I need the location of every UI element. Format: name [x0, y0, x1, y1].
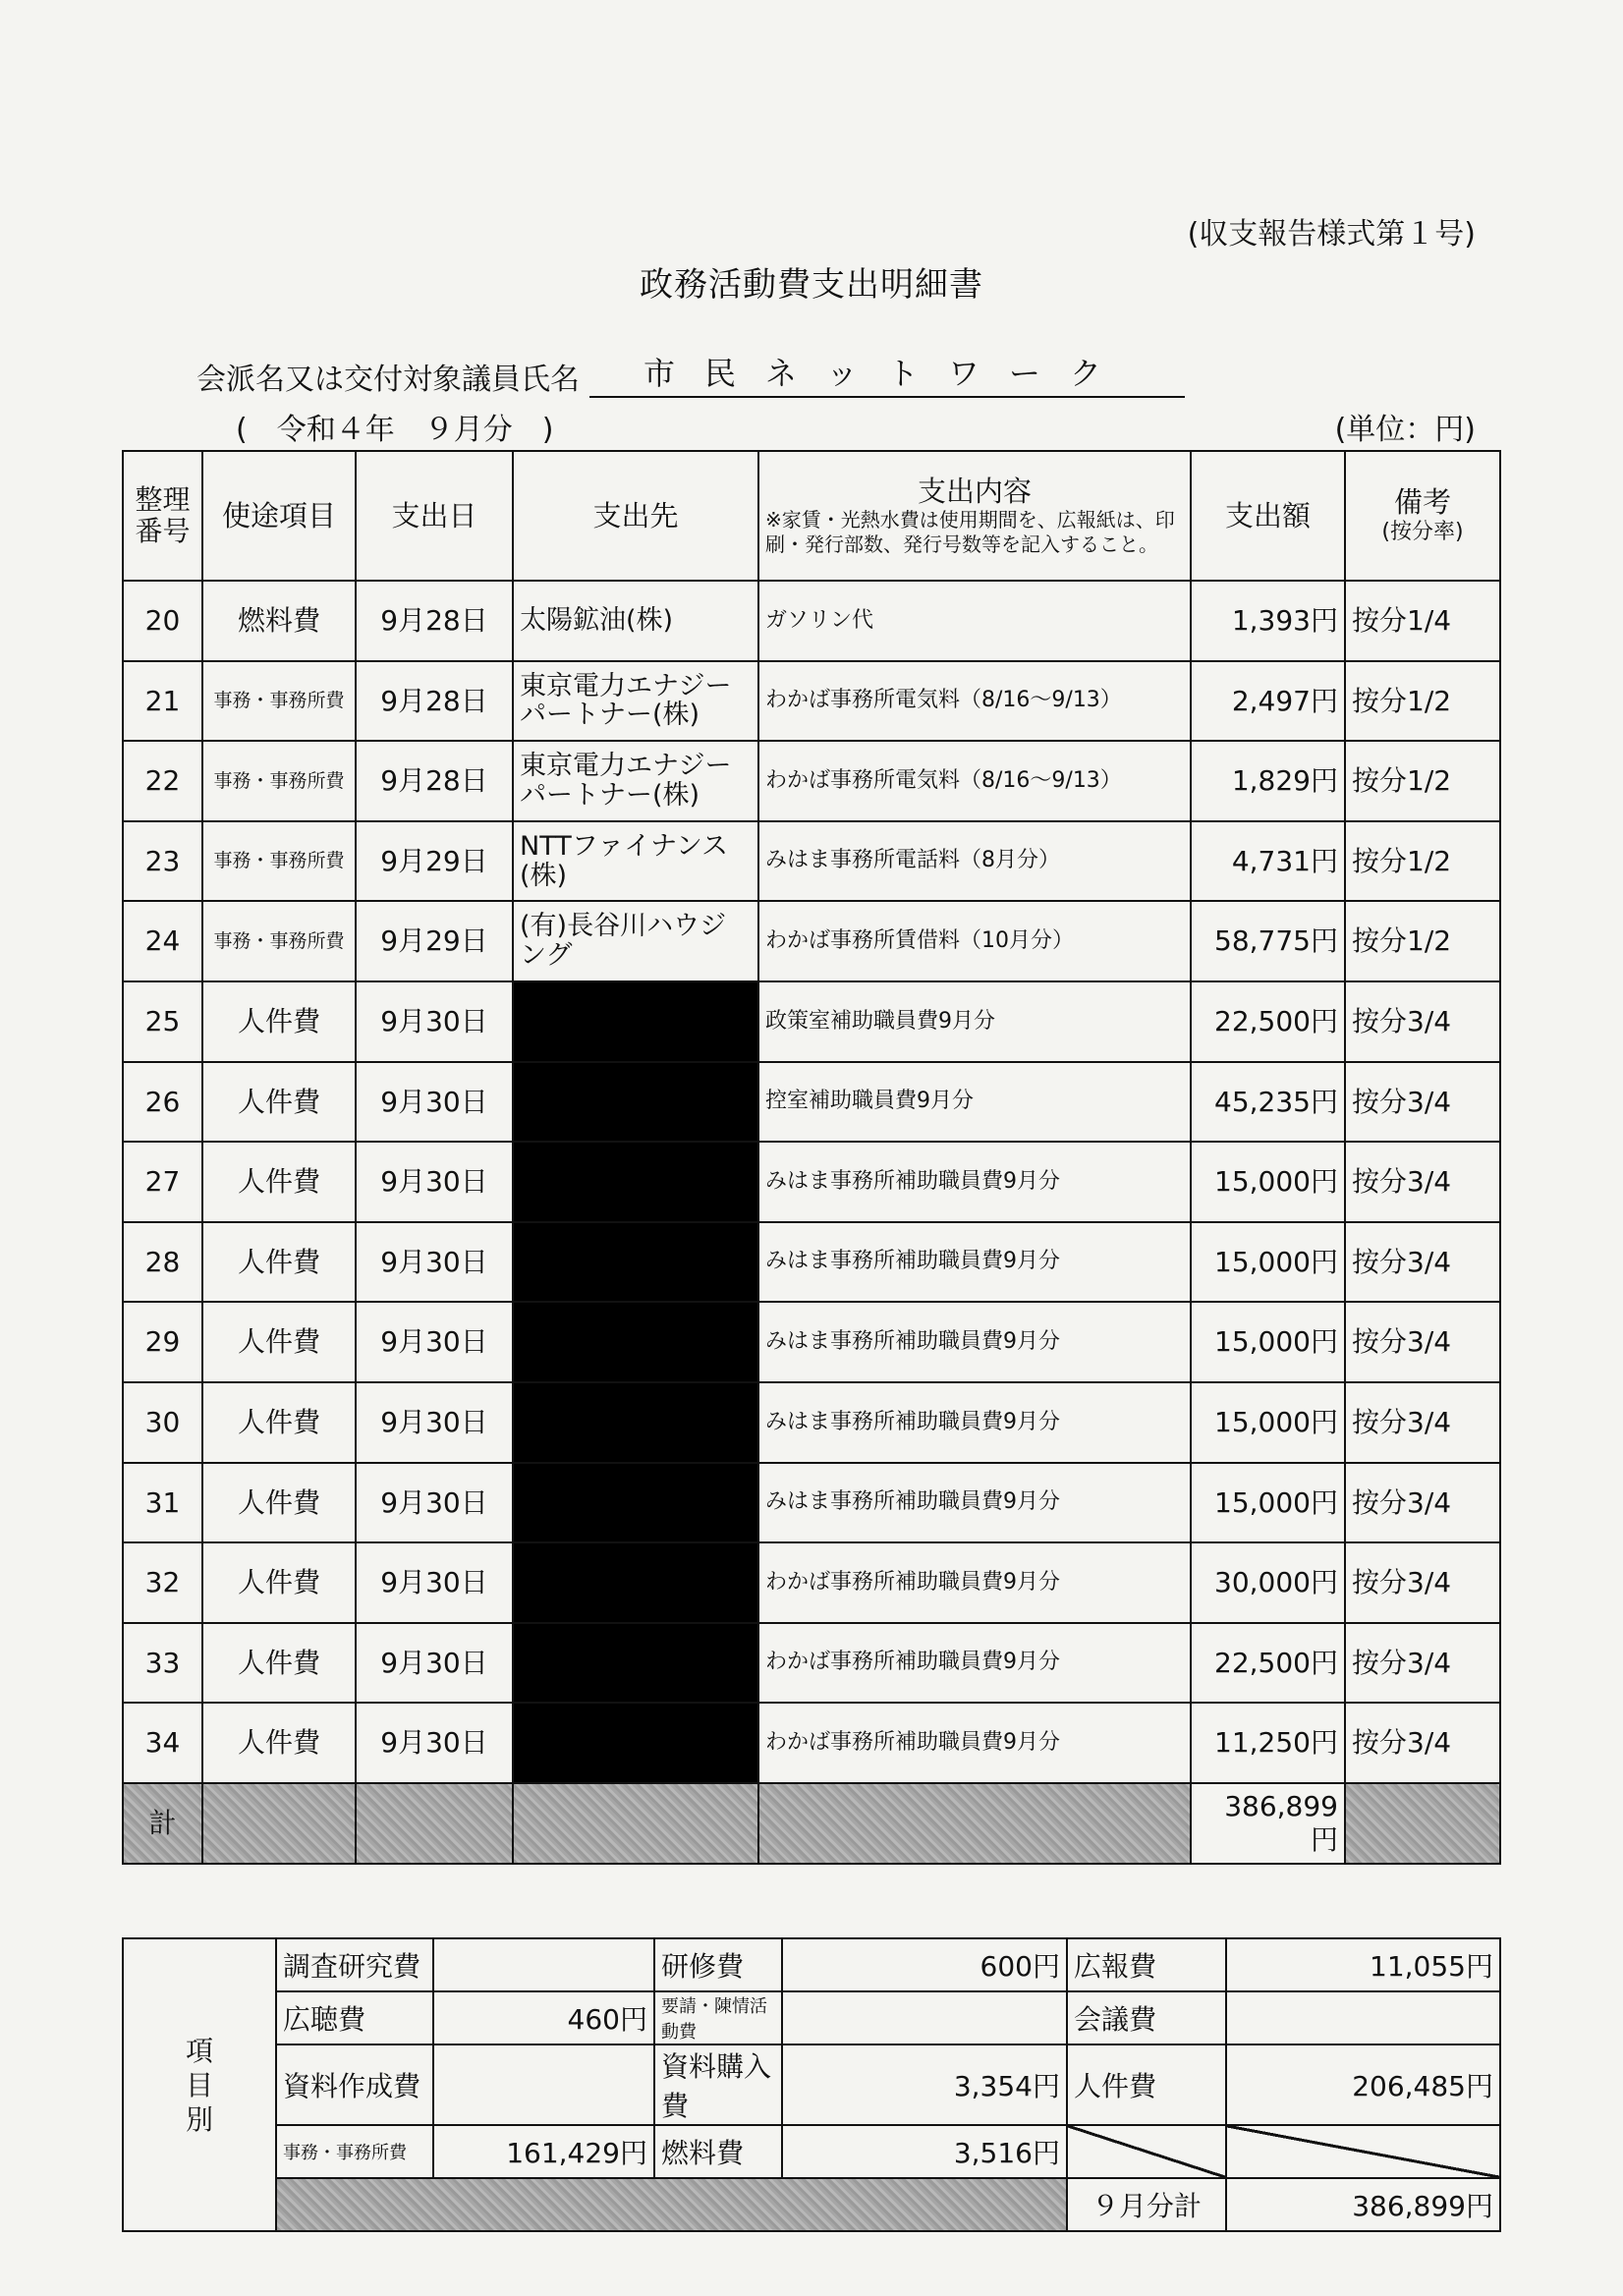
category-label: 広聴費 [276, 1991, 433, 2044]
report-period: ( 令和４年 ９月分 ) [236, 413, 554, 447]
category-row [123, 2125, 1500, 2178]
row-payee: NTTファイナンス(株) [513, 821, 758, 902]
category-value [433, 1938, 654, 1991]
table-row [123, 1542, 1500, 1623]
row-date: 9月30日 [356, 1542, 513, 1623]
category-label: 調査研究費 [276, 1938, 433, 1991]
form-number: (収支報告様式第１号) [1187, 217, 1476, 252]
col-header-category: 使途項目 [202, 451, 356, 581]
row-payee: 東京電力エナジーパートナー(株) [513, 661, 758, 742]
row-category: 人件費 [202, 1463, 356, 1543]
row-amount: 15,000円 [1191, 1222, 1345, 1303]
row-category: 事務・事務所費 [202, 901, 356, 981]
category-value: 11,055円 [1226, 1938, 1500, 1991]
row-category: 人件費 [202, 1222, 356, 1303]
expense-rows [123, 581, 1500, 1864]
category-value: 460円 [433, 1991, 654, 2044]
row-amount: 22,500円 [1191, 981, 1345, 1062]
shaded-blank-cell [276, 2178, 1067, 2231]
redacted-payee [513, 1302, 758, 1382]
category-value: 600円 [782, 1938, 1067, 1991]
row-payee: (有)長谷川ハウジング [513, 901, 758, 981]
category-label: 研修費 [654, 1938, 782, 1991]
category-value: 161,429円 [433, 2125, 654, 2178]
row-date: 9月30日 [356, 1623, 513, 1704]
row-category: 事務・事務所費 [202, 741, 356, 821]
row-amount: 22,500円 [1191, 1623, 1345, 1704]
category-value [433, 2044, 654, 2125]
row-date: 9月29日 [356, 821, 513, 902]
row-amount: 15,000円 [1191, 1382, 1345, 1463]
row-payee: 太陽鉱油(株) [513, 581, 758, 661]
redacted-payee [513, 1542, 758, 1623]
category-heading-text: 項目別 [185, 2034, 213, 2136]
col-header-amount: 支出額 [1191, 451, 1345, 581]
category-label: 要請・陳情活動費 [654, 1991, 782, 2044]
row-no: 22 [123, 741, 202, 821]
category-heading [123, 1938, 276, 2231]
row-content: わかば事務所電気料（8/16～9/13） [758, 741, 1191, 821]
unit-label: (単位：円) [1334, 413, 1476, 447]
expense-table [122, 450, 1501, 1865]
row-no: 28 [123, 1222, 202, 1303]
row-remarks: 按分3/4 [1345, 1382, 1500, 1463]
redacted-payee [513, 1222, 758, 1303]
row-content: 政策室補助職員費9月分 [758, 981, 1191, 1062]
row-no: 30 [123, 1382, 202, 1463]
total-shaded-cell [356, 1783, 513, 1864]
row-category: 人件費 [202, 1062, 356, 1143]
row-date: 9月30日 [356, 1382, 513, 1463]
row-date: 9月29日 [356, 901, 513, 981]
row-date: 9月30日 [356, 981, 513, 1062]
category-row [123, 1938, 1500, 1991]
redacted-payee [513, 1382, 758, 1463]
row-amount: 1,393円 [1191, 581, 1345, 661]
category-label: 人件費 [1067, 2044, 1226, 2125]
row-amount: 4,731円 [1191, 821, 1345, 902]
table-row [123, 581, 1500, 661]
table-row [123, 821, 1500, 902]
row-remarks: 按分3/4 [1345, 981, 1500, 1062]
row-content: みはま事務所電話料（8月分） [758, 821, 1191, 902]
row-content: みはま事務所補助職員費9月分 [758, 1302, 1191, 1382]
table-row [123, 741, 1500, 821]
row-content: わかば事務所賃借料（10月分） [758, 901, 1191, 981]
row-amount: 58,775円 [1191, 901, 1345, 981]
row-no: 24 [123, 901, 202, 981]
row-date: 9月30日 [356, 1703, 513, 1783]
category-summary-table [122, 1937, 1501, 2232]
content-header-label: 支出内容 [917, 474, 1032, 508]
row-amount: 2,497円 [1191, 661, 1345, 742]
table-row [123, 1302, 1500, 1382]
table-header-row [123, 451, 1500, 581]
table-row [123, 1463, 1500, 1543]
row-remarks: 按分3/4 [1345, 1623, 1500, 1704]
row-content: 控室補助職員費9月分 [758, 1062, 1191, 1143]
category-label: 資料作成費 [276, 2044, 433, 2125]
category-label: 燃料費 [654, 2125, 782, 2178]
total-shaded-cell [202, 1783, 356, 1864]
row-content: わかば事務所補助職員費9月分 [758, 1542, 1191, 1623]
row-remarks: 按分3/4 [1345, 1542, 1500, 1623]
table-row [123, 1623, 1500, 1704]
row-date: 9月30日 [356, 1222, 513, 1303]
col-header-date: 支出日 [356, 451, 513, 581]
row-remarks: 按分3/4 [1345, 1302, 1500, 1382]
category-row [123, 2044, 1500, 2125]
row-date: 9月28日 [356, 581, 513, 661]
row-date: 9月30日 [356, 1463, 513, 1543]
row-amount: 15,000円 [1191, 1463, 1345, 1543]
row-no: 26 [123, 1062, 202, 1143]
row-content: みはま事務所補助職員費9月分 [758, 1142, 1191, 1222]
row-no: 20 [123, 581, 202, 661]
redacted-payee [513, 981, 758, 1062]
row-no: 25 [123, 981, 202, 1062]
table-row [123, 661, 1500, 742]
row-content: わかば事務所電気料（8/16～9/13） [758, 661, 1191, 742]
remarks-header-sub: (按分率) [1381, 520, 1464, 545]
row-remarks: 按分3/4 [1345, 1142, 1500, 1222]
redacted-payee [513, 1463, 758, 1543]
category-value [1226, 1991, 1500, 2044]
col-header-remarks [1345, 451, 1500, 581]
table-row [123, 1062, 1500, 1143]
diagonal-blank-cell [1067, 2125, 1226, 2178]
row-category: 事務・事務所費 [202, 821, 356, 902]
col-header-content [758, 451, 1191, 581]
row-no: 29 [123, 1302, 202, 1382]
row-remarks: 按分1/2 [1345, 901, 1500, 981]
total-shaded-cell [758, 1783, 1191, 1864]
row-amount: 45,235円 [1191, 1062, 1345, 1143]
row-content: みはま事務所補助職員費9月分 [758, 1463, 1191, 1543]
category-value: 3,516円 [782, 2125, 1067, 2178]
row-amount: 15,000円 [1191, 1142, 1345, 1222]
row-remarks: 按分1/4 [1345, 581, 1500, 661]
category-label: 会議費 [1067, 1991, 1226, 2044]
table-row [123, 1703, 1500, 1783]
row-no: 27 [123, 1142, 202, 1222]
row-content: みはま事務所補助職員費9月分 [758, 1222, 1191, 1303]
table-row [123, 901, 1500, 981]
row-category: 人件費 [202, 1623, 356, 1704]
row-amount: 1,829円 [1191, 741, 1345, 821]
row-remarks: 按分3/4 [1345, 1463, 1500, 1543]
row-date: 9月28日 [356, 741, 513, 821]
redacted-payee [513, 1062, 758, 1143]
row-remarks: 按分1/2 [1345, 821, 1500, 902]
row-content: わかば事務所補助職員費9月分 [758, 1623, 1191, 1704]
row-amount: 30,000円 [1191, 1542, 1345, 1623]
row-remarks: 按分3/4 [1345, 1062, 1500, 1143]
row-category: 人件費 [202, 1542, 356, 1623]
category-label: 資料購入費 [654, 2044, 782, 2125]
row-remarks: 按分3/4 [1345, 1222, 1500, 1303]
category-value: 3,354円 [782, 2044, 1067, 2125]
redacted-payee [513, 1142, 758, 1222]
total-label: 計 [123, 1783, 202, 1864]
total-shaded-cell [1345, 1783, 1500, 1864]
table-row [123, 981, 1500, 1062]
row-amount: 15,000円 [1191, 1302, 1345, 1382]
row-no: 21 [123, 661, 202, 742]
row-date: 9月30日 [356, 1062, 513, 1143]
row-no: 31 [123, 1463, 202, 1543]
content-header-note: ※家賃・光熱水費は使用期間を、広報紙は、印刷・発行部数、発行号数等を記入すること。 [765, 508, 1175, 557]
row-category: 人件費 [202, 1302, 356, 1382]
row-content: みはま事務所補助職員費9月分 [758, 1382, 1191, 1463]
row-amount: 11,250円 [1191, 1703, 1345, 1783]
row-date: 9月30日 [356, 1302, 513, 1382]
row-no: 32 [123, 1542, 202, 1623]
table-row [123, 1222, 1500, 1303]
category-row [123, 1991, 1500, 2044]
row-payee: 東京電力エナジーパートナー(株) [513, 741, 758, 821]
row-remarks: 按分1/2 [1345, 661, 1500, 742]
faction-name: 市民ネットワーク [589, 349, 1185, 398]
row-category: 事務・事務所費 [202, 661, 356, 742]
redacted-payee [513, 1623, 758, 1704]
row-category: 人件費 [202, 1382, 356, 1463]
row-remarks: 按分3/4 [1345, 1703, 1500, 1783]
faction-label: 会派名又は交付対象議員氏名 [196, 363, 580, 397]
category-total-row [123, 2178, 1500, 2231]
category-value [782, 1991, 1067, 2044]
row-category: 人件費 [202, 981, 356, 1062]
row-category: 人件費 [202, 1703, 356, 1783]
faction-line [196, 349, 1185, 398]
table-row [123, 1382, 1500, 1463]
total-row [123, 1783, 1500, 1864]
row-content: ガソリン代 [758, 581, 1191, 661]
document-title: 政務活動費支出明細書 [640, 265, 983, 305]
col-header-no: 整理番号 [123, 451, 202, 581]
diagonal-blank-cell [1226, 2125, 1500, 2178]
category-value: 206,485円 [1226, 2044, 1500, 2125]
month-total-value: 386,899円 [1226, 2178, 1500, 2231]
month-total-label: ９月分計 [1067, 2178, 1226, 2231]
row-category: 人件費 [202, 1142, 356, 1222]
remarks-header-label: 備考 [1393, 485, 1451, 520]
row-remarks: 按分1/2 [1345, 741, 1500, 821]
category-label: 広報費 [1067, 1938, 1226, 1991]
redacted-payee [513, 1703, 758, 1783]
col-header-payee: 支出先 [513, 451, 758, 581]
row-category: 燃料費 [202, 581, 356, 661]
category-label: 事務・事務所費 [276, 2125, 433, 2178]
row-no: 34 [123, 1703, 202, 1783]
row-date: 9月28日 [356, 661, 513, 742]
row-content: わかば事務所補助職員費9月分 [758, 1703, 1191, 1783]
table-row [123, 1142, 1500, 1222]
row-no: 33 [123, 1623, 202, 1704]
total-shaded-cell [513, 1783, 758, 1864]
total-amount: 386,899円 [1191, 1783, 1345, 1864]
row-no: 23 [123, 821, 202, 902]
row-date: 9月30日 [356, 1142, 513, 1222]
